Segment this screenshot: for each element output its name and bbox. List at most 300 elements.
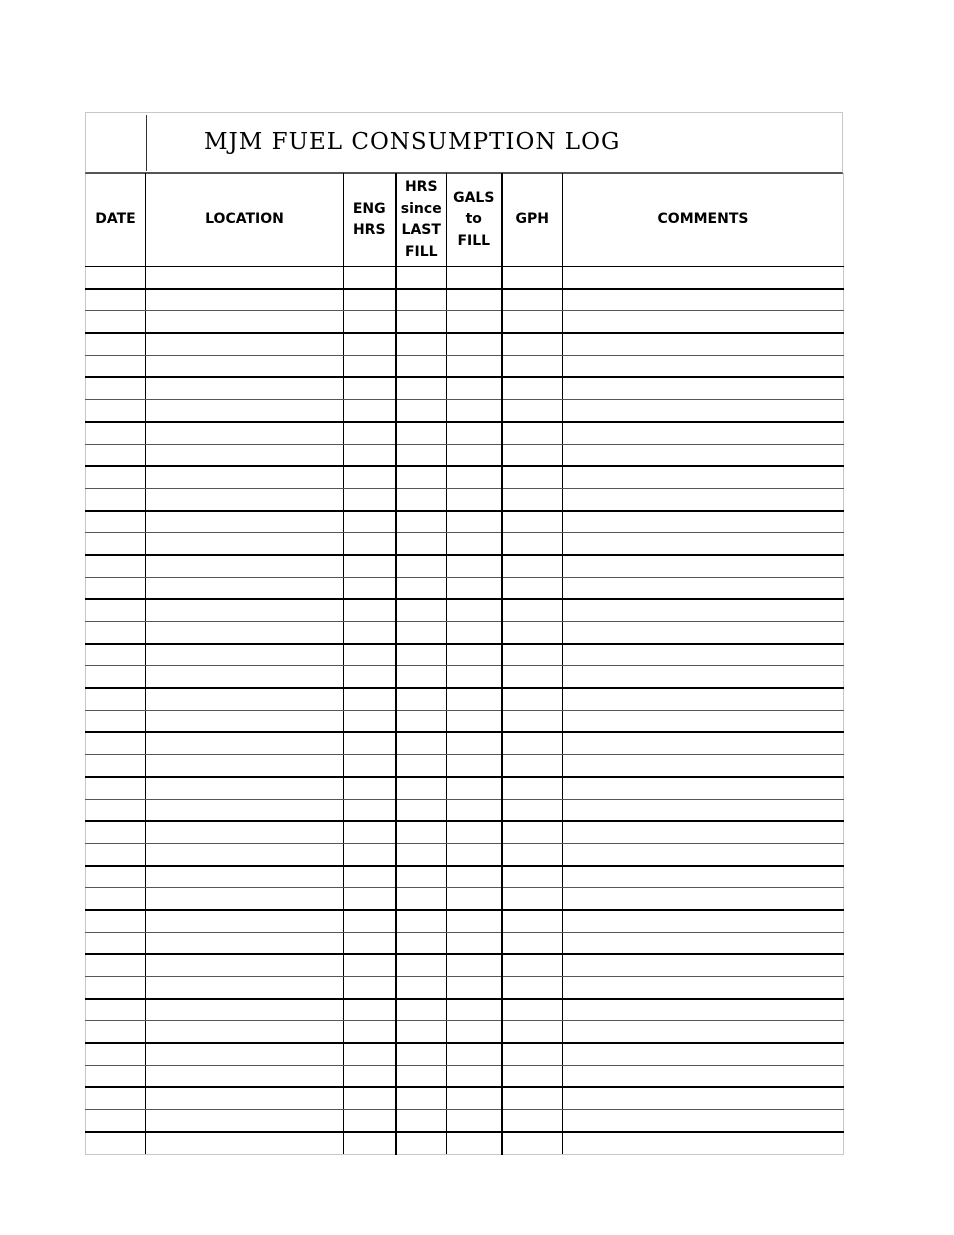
comments-cell[interactable] (563, 577, 844, 599)
gph-cell[interactable] (502, 1021, 563, 1043)
hrs-since-last-fill-cell[interactable] (396, 732, 447, 754)
location-cell[interactable] (146, 577, 344, 599)
location-cell[interactable] (146, 1065, 344, 1087)
hrs-since-last-fill-cell[interactable] (396, 1021, 447, 1043)
gph-cell[interactable] (502, 422, 563, 444)
gph-cell[interactable] (502, 1065, 563, 1087)
comments-cell[interactable] (563, 755, 844, 777)
gph-cell[interactable] (502, 577, 563, 599)
eng-hrs-cell[interactable] (344, 755, 396, 777)
date-cell[interactable] (86, 488, 146, 510)
gals-to-fill-cell[interactable] (447, 1021, 502, 1043)
date-cell[interactable] (86, 954, 146, 976)
eng-hrs-cell[interactable] (344, 843, 396, 865)
gph-cell[interactable] (502, 910, 563, 932)
comments-cell[interactable] (563, 777, 844, 799)
eng-hrs-cell[interactable] (344, 821, 396, 843)
gals-to-fill-cell[interactable] (447, 267, 502, 289)
date-cell[interactable] (86, 1043, 146, 1065)
comments-cell[interactable] (563, 555, 844, 577)
eng-hrs-cell[interactable] (344, 710, 396, 732)
eng-hrs-cell[interactable] (344, 488, 396, 510)
date-cell[interactable] (86, 377, 146, 399)
gals-to-fill-cell[interactable] (447, 311, 502, 333)
comments-cell[interactable] (563, 954, 844, 976)
date-cell[interactable] (86, 644, 146, 666)
gph-cell[interactable] (502, 377, 563, 399)
table-row (86, 777, 844, 799)
hrs-since-last-fill-cell[interactable] (396, 866, 447, 888)
location-cell[interactable] (146, 666, 344, 688)
hrs-since-last-fill-cell[interactable] (396, 999, 447, 1021)
gph-cell[interactable] (502, 799, 563, 821)
date-cell[interactable] (86, 1087, 146, 1109)
hrs-since-last-fill-cell[interactable] (396, 1087, 447, 1109)
comments-cell[interactable] (563, 799, 844, 821)
comments-cell[interactable] (563, 488, 844, 510)
location-cell[interactable] (146, 977, 344, 999)
gals-to-fill-cell[interactable] (447, 400, 502, 422)
gals-to-fill-cell[interactable] (447, 1087, 502, 1109)
date-cell[interactable] (86, 555, 146, 577)
comments-cell[interactable] (563, 1021, 844, 1043)
gph-cell[interactable] (502, 954, 563, 976)
hrs-since-last-fill-cell[interactable] (396, 289, 447, 311)
eng-hrs-cell[interactable] (344, 599, 396, 621)
eng-hrs-cell[interactable] (344, 666, 396, 688)
eng-hrs-cell[interactable] (344, 932, 396, 954)
gals-to-fill-cell[interactable] (447, 710, 502, 732)
date-cell[interactable] (86, 999, 146, 1021)
gals-to-fill-cell[interactable] (447, 622, 502, 644)
hrs-since-last-fill-cell[interactable] (396, 599, 447, 621)
comments-cell[interactable] (563, 400, 844, 422)
comments-cell[interactable] (563, 666, 844, 688)
hrs-since-last-fill-cell[interactable] (396, 511, 447, 533)
comments-cell[interactable] (563, 999, 844, 1021)
gph-cell[interactable] (502, 843, 563, 865)
eng-hrs-cell[interactable] (344, 954, 396, 976)
gph-cell[interactable] (502, 644, 563, 666)
comments-cell[interactable] (563, 821, 844, 843)
location-cell[interactable] (146, 821, 344, 843)
location-cell[interactable] (146, 533, 344, 555)
gals-to-fill-cell[interactable] (447, 422, 502, 444)
gals-to-fill-cell[interactable] (447, 755, 502, 777)
eng-hrs-cell[interactable] (344, 1110, 396, 1132)
date-cell[interactable] (86, 755, 146, 777)
gph-cell[interactable] (502, 444, 563, 466)
table-row (86, 1110, 844, 1132)
gph-cell[interactable] (502, 488, 563, 510)
eng-hrs-cell[interactable] (344, 888, 396, 910)
eng-hrs-cell[interactable] (344, 644, 396, 666)
hrs-since-last-fill-cell[interactable] (396, 888, 447, 910)
gals-to-fill-cell[interactable] (447, 932, 502, 954)
eng-hrs-cell[interactable] (344, 333, 396, 355)
eng-hrs-cell[interactable] (344, 688, 396, 710)
hrs-since-last-fill-cell[interactable] (396, 444, 447, 466)
location-cell[interactable] (146, 710, 344, 732)
location-cell[interactable] (146, 377, 344, 399)
gals-to-fill-cell[interactable] (447, 555, 502, 577)
table-row (86, 599, 844, 621)
date-cell[interactable] (86, 666, 146, 688)
gph-cell[interactable] (502, 666, 563, 688)
gals-to-fill-cell[interactable] (447, 599, 502, 621)
hrs-since-last-fill-cell[interactable] (396, 400, 447, 422)
eng-hrs-cell[interactable] (344, 910, 396, 932)
comments-cell[interactable] (563, 843, 844, 865)
gals-to-fill-cell[interactable] (447, 466, 502, 488)
table-row (86, 666, 844, 688)
location-cell[interactable] (146, 910, 344, 932)
gals-to-fill-cell[interactable] (447, 444, 502, 466)
gph-cell[interactable] (502, 1132, 563, 1154)
eng-hrs-cell[interactable] (344, 866, 396, 888)
gph-cell[interactable] (502, 333, 563, 355)
date-cell[interactable] (86, 1110, 146, 1132)
hrs-since-last-fill-cell[interactable] (396, 533, 447, 555)
date-cell[interactable] (86, 777, 146, 799)
location-cell[interactable] (146, 444, 344, 466)
date-cell[interactable] (86, 444, 146, 466)
table-row (86, 511, 844, 533)
eng-hrs-cell[interactable] (344, 1043, 396, 1065)
gph-cell[interactable] (502, 1043, 563, 1065)
gals-to-fill-cell[interactable] (447, 533, 502, 555)
hrs-since-last-fill-cell[interactable] (396, 422, 447, 444)
eng-hrs-cell[interactable] (344, 466, 396, 488)
gph-cell[interactable] (502, 932, 563, 954)
gals-to-fill-cell[interactable] (447, 577, 502, 599)
date-cell[interactable] (86, 511, 146, 533)
comments-cell[interactable] (563, 333, 844, 355)
hrs-since-last-fill-cell[interactable] (396, 377, 447, 399)
date-cell[interactable] (86, 688, 146, 710)
comments-cell[interactable] (563, 511, 844, 533)
date-cell[interactable] (86, 799, 146, 821)
gals-to-fill-cell[interactable] (447, 666, 502, 688)
gals-to-fill-cell[interactable] (447, 511, 502, 533)
location-cell[interactable] (146, 422, 344, 444)
hrs-since-last-fill-cell[interactable] (396, 688, 447, 710)
eng-hrs-cell[interactable] (344, 511, 396, 533)
hrs-since-last-fill-cell[interactable] (396, 1110, 447, 1132)
comments-cell[interactable] (563, 1110, 844, 1132)
column-header-eng-hrs (344, 174, 396, 267)
gals-to-fill-cell[interactable] (447, 866, 502, 888)
eng-hrs-cell[interactable] (344, 267, 396, 289)
log-title: MJM FUEL CONSUMPTION LOG (204, 129, 621, 155)
comments-cell[interactable] (563, 599, 844, 621)
gph-cell[interactable] (502, 355, 563, 377)
eng-hrs-cell[interactable] (344, 1132, 396, 1154)
gals-to-fill-cell[interactable] (447, 688, 502, 710)
date-cell[interactable] (86, 888, 146, 910)
location-cell[interactable] (146, 400, 344, 422)
hrs-since-last-fill-cell[interactable] (396, 799, 447, 821)
comments-cell[interactable] (563, 932, 844, 954)
date-cell[interactable] (86, 599, 146, 621)
hrs-since-last-fill-cell[interactable] (396, 555, 447, 577)
date-cell[interactable] (86, 1132, 146, 1154)
gals-to-fill-cell[interactable] (447, 355, 502, 377)
gph-cell[interactable] (502, 888, 563, 910)
gph-cell[interactable] (502, 311, 563, 333)
eng-hrs-cell[interactable] (344, 311, 396, 333)
date-cell[interactable] (86, 355, 146, 377)
location-cell[interactable] (146, 999, 344, 1021)
eng-hrs-cell[interactable] (344, 1087, 396, 1109)
gph-cell[interactable] (502, 400, 563, 422)
hrs-since-last-fill-cell[interactable] (396, 644, 447, 666)
gals-to-fill-cell[interactable] (447, 954, 502, 976)
comments-cell[interactable] (563, 710, 844, 732)
gals-to-fill-cell[interactable] (447, 888, 502, 910)
location-cell[interactable] (146, 555, 344, 577)
comments-cell[interactable] (563, 688, 844, 710)
date-cell[interactable] (86, 1065, 146, 1087)
comments-cell[interactable] (563, 422, 844, 444)
eng-hrs-cell[interactable] (344, 577, 396, 599)
location-cell[interactable] (146, 777, 344, 799)
location-cell[interactable] (146, 267, 344, 289)
location-cell[interactable] (146, 954, 344, 976)
comments-cell[interactable] (563, 1043, 844, 1065)
gph-cell[interactable] (502, 533, 563, 555)
gals-to-fill-cell[interactable] (447, 977, 502, 999)
eng-hrs-cell[interactable] (344, 977, 396, 999)
eng-hrs-cell[interactable] (344, 1021, 396, 1043)
location-cell[interactable] (146, 311, 344, 333)
date-cell[interactable] (86, 932, 146, 954)
location-cell[interactable] (146, 688, 344, 710)
gals-to-fill-cell[interactable] (447, 1043, 502, 1065)
hrs-since-last-fill-cell[interactable] (396, 666, 447, 688)
table-row (86, 533, 844, 555)
column-header-eng-hrs-line: ENG (352, 200, 386, 217)
hrs-since-last-fill-cell[interactable] (396, 843, 447, 865)
gph-cell[interactable] (502, 289, 563, 311)
location-cell[interactable] (146, 488, 344, 510)
hrs-since-last-fill-cell[interactable] (396, 1043, 447, 1065)
comments-cell[interactable] (563, 732, 844, 754)
hrs-since-last-fill-cell[interactable] (396, 355, 447, 377)
eng-hrs-cell[interactable] (344, 799, 396, 821)
gph-cell[interactable] (502, 821, 563, 843)
location-cell[interactable] (146, 843, 344, 865)
date-cell[interactable] (86, 732, 146, 754)
comments-cell[interactable] (563, 1087, 844, 1109)
eng-hrs-cell[interactable] (344, 400, 396, 422)
location-cell[interactable] (146, 1043, 344, 1065)
comments-cell[interactable] (563, 910, 844, 932)
comments-cell[interactable] (563, 444, 844, 466)
eng-hrs-cell[interactable] (344, 533, 396, 555)
eng-hrs-cell[interactable] (344, 377, 396, 399)
gph-cell[interactable] (502, 710, 563, 732)
gals-to-fill-cell[interactable] (447, 488, 502, 510)
eng-hrs-cell[interactable] (344, 1065, 396, 1087)
table-row (86, 400, 844, 422)
table-row (86, 710, 844, 732)
table-row (86, 311, 844, 333)
date-cell[interactable] (86, 622, 146, 644)
date-cell[interactable] (86, 710, 146, 732)
table-row (86, 267, 844, 289)
eng-hrs-cell[interactable] (344, 444, 396, 466)
gals-to-fill-cell[interactable] (447, 910, 502, 932)
gals-to-fill-cell[interactable] (447, 377, 502, 399)
date-cell[interactable] (86, 289, 146, 311)
gals-to-fill-cell[interactable] (447, 799, 502, 821)
date-cell[interactable] (86, 843, 146, 865)
hrs-since-last-fill-cell[interactable] (396, 910, 447, 932)
gph-cell[interactable] (502, 866, 563, 888)
comments-cell[interactable] (563, 977, 844, 999)
gals-to-fill-cell[interactable] (447, 1065, 502, 1087)
eng-hrs-cell[interactable] (344, 355, 396, 377)
location-cell[interactable] (146, 732, 344, 754)
comments-cell[interactable] (563, 466, 844, 488)
gals-to-fill-cell[interactable] (447, 289, 502, 311)
eng-hrs-cell[interactable] (344, 289, 396, 311)
location-cell[interactable] (146, 755, 344, 777)
location-cell[interactable] (146, 1021, 344, 1043)
comments-cell[interactable] (563, 1132, 844, 1154)
date-cell[interactable] (86, 866, 146, 888)
table-row (86, 333, 844, 355)
table-row (86, 488, 844, 510)
date-cell[interactable] (86, 333, 146, 355)
eng-hrs-cell[interactable] (344, 555, 396, 577)
gph-cell[interactable] (502, 466, 563, 488)
hrs-since-last-fill-cell[interactable] (396, 622, 447, 644)
date-cell[interactable] (86, 533, 146, 555)
gph-cell[interactable] (502, 1110, 563, 1132)
gph-cell[interactable] (502, 267, 563, 289)
date-cell[interactable] (86, 1021, 146, 1043)
location-cell[interactable] (146, 644, 344, 666)
location-cell[interactable] (146, 599, 344, 621)
location-cell[interactable] (146, 289, 344, 311)
gals-to-fill-cell[interactable] (447, 777, 502, 799)
hrs-since-last-fill-cell[interactable] (396, 932, 447, 954)
location-cell[interactable] (146, 1110, 344, 1132)
gals-to-fill-cell[interactable] (447, 732, 502, 754)
gals-to-fill-cell[interactable] (447, 1132, 502, 1154)
date-cell[interactable] (86, 977, 146, 999)
location-cell[interactable] (146, 1132, 344, 1154)
comments-cell[interactable] (563, 866, 844, 888)
gals-to-fill-cell[interactable] (447, 644, 502, 666)
date-cell[interactable] (86, 910, 146, 932)
gals-to-fill-cell[interactable] (447, 999, 502, 1021)
gals-to-fill-cell[interactable] (447, 843, 502, 865)
eng-hrs-cell[interactable] (344, 422, 396, 444)
gph-cell[interactable] (502, 977, 563, 999)
table-row (86, 377, 844, 399)
gph-cell[interactable] (502, 622, 563, 644)
location-cell[interactable] (146, 333, 344, 355)
location-cell[interactable] (146, 511, 344, 533)
comments-cell[interactable] (563, 622, 844, 644)
date-cell[interactable] (86, 311, 146, 333)
location-cell[interactable] (146, 932, 344, 954)
gph-cell[interactable] (502, 777, 563, 799)
date-cell[interactable] (86, 466, 146, 488)
hrs-since-last-fill-cell[interactable] (396, 777, 447, 799)
gph-cell[interactable] (502, 599, 563, 621)
gals-to-fill-cell[interactable] (447, 821, 502, 843)
hrs-since-last-fill-cell[interactable] (396, 267, 447, 289)
comments-cell[interactable] (563, 377, 844, 399)
gals-to-fill-cell[interactable] (447, 1110, 502, 1132)
gph-cell[interactable] (502, 999, 563, 1021)
comments-cell[interactable] (563, 1065, 844, 1087)
gph-cell[interactable] (502, 732, 563, 754)
gph-cell[interactable] (502, 1087, 563, 1109)
date-cell[interactable] (86, 821, 146, 843)
eng-hrs-cell[interactable] (344, 999, 396, 1021)
hrs-since-last-fill-cell[interactable] (396, 466, 447, 488)
eng-hrs-cell[interactable] (344, 732, 396, 754)
date-cell[interactable] (86, 577, 146, 599)
location-cell[interactable] (146, 1087, 344, 1109)
eng-hrs-cell[interactable] (344, 777, 396, 799)
hrs-since-last-fill-cell[interactable] (396, 755, 447, 777)
gph-cell[interactable] (502, 555, 563, 577)
location-cell[interactable] (146, 866, 344, 888)
comments-cell[interactable] (563, 267, 844, 289)
gals-to-fill-cell[interactable] (447, 333, 502, 355)
table-row (86, 755, 844, 777)
hrs-since-last-fill-cell[interactable] (396, 977, 447, 999)
hrs-since-last-fill-cell[interactable] (396, 1132, 447, 1154)
table-row (86, 1021, 844, 1043)
location-cell[interactable] (146, 466, 344, 488)
hrs-since-last-fill-cell[interactable] (396, 821, 447, 843)
location-cell[interactable] (146, 355, 344, 377)
hrs-since-last-fill-cell[interactable] (396, 311, 447, 333)
table-row (86, 866, 844, 888)
date-cell[interactable] (86, 400, 146, 422)
hrs-since-last-fill-cell[interactable] (396, 1065, 447, 1087)
location-cell[interactable] (146, 799, 344, 821)
hrs-since-last-fill-cell[interactable] (396, 333, 447, 355)
hrs-since-last-fill-cell[interactable] (396, 488, 447, 510)
comments-cell[interactable] (563, 533, 844, 555)
comments-cell[interactable] (563, 644, 844, 666)
eng-hrs-cell[interactable] (344, 622, 396, 644)
hrs-since-last-fill-cell[interactable] (396, 577, 447, 599)
comments-cell[interactable] (563, 289, 844, 311)
hrs-since-last-fill-cell[interactable] (396, 710, 447, 732)
table-row (86, 954, 844, 976)
hrs-since-last-fill-cell[interactable] (396, 954, 447, 976)
comments-cell[interactable] (563, 311, 844, 333)
comments-cell[interactable] (563, 355, 844, 377)
gph-cell[interactable] (502, 511, 563, 533)
gph-cell[interactable] (502, 755, 563, 777)
location-cell[interactable] (146, 622, 344, 644)
location-cell[interactable] (146, 888, 344, 910)
date-cell[interactable] (86, 267, 146, 289)
date-cell[interactable] (86, 422, 146, 444)
gph-cell[interactable] (502, 688, 563, 710)
comments-cell[interactable] (563, 888, 844, 910)
